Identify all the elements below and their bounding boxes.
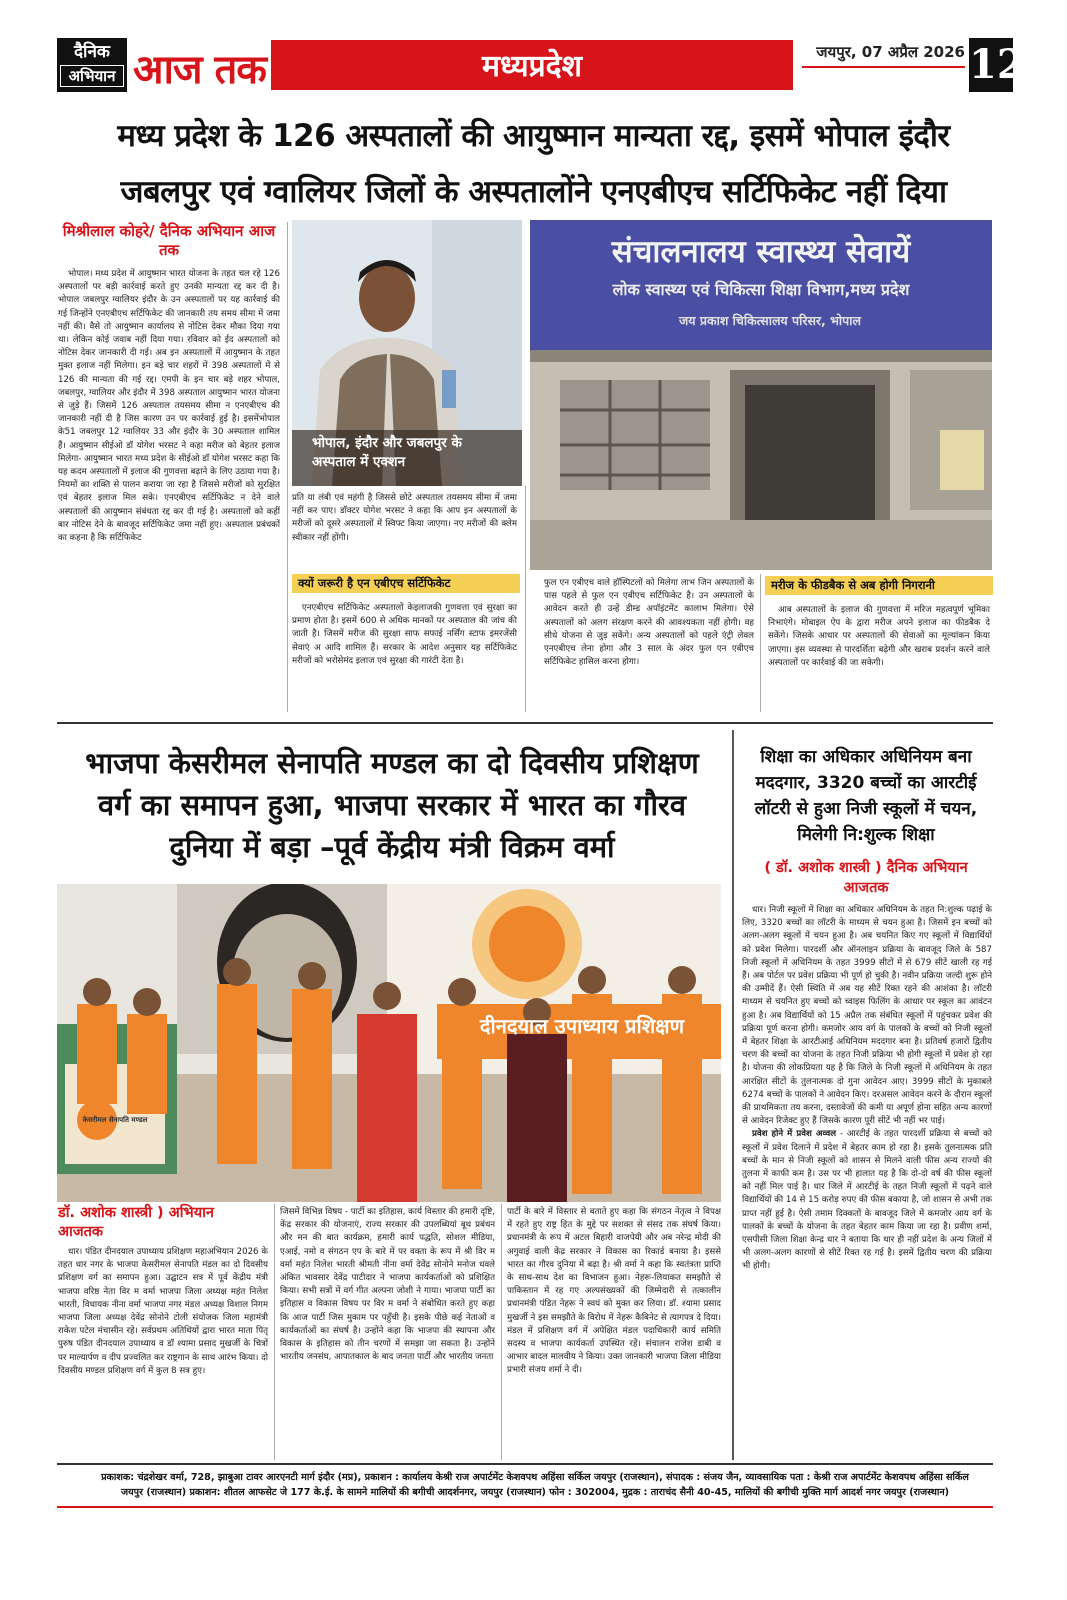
column-rule-main [732, 730, 734, 1460]
masthead-section-bar [271, 40, 793, 90]
footer-divider [57, 1463, 993, 1465]
story1-subhead-nabh: क्यों जरूरी है एन एबीएच सर्टिफिकेट [292, 574, 520, 593]
story1-byline: मिश्रीलाल कोहरे/ दैनिक अभियान आज तक [62, 222, 276, 259]
story3-byline: ( डॉ. अशोक शास्त्री ) दैनिक अभियान आजतक [764, 860, 968, 896]
imprint-footer [57, 1470, 1013, 1500]
masthead-box-line2: अभियान [60, 65, 124, 87]
story3-subhead: प्रवेश होने में प्रवेश अव्वल [752, 1129, 837, 1140]
story2-column-1-text: धार। पंडित दीनदयाल उपाध्याय प्रशिक्षण महाअभियान 2026 के तहत धार नगर के भाजपा केसरीमल सेनापति मंडल का दो दिवसीय प्रशिक्षण वर्ग का समापन हुआ। उद्घाटन सत्र में पूर्व केंद्रीय मंत्री भाजपा वरिष्ठ नेता विर म वर्मा भाजपा जिला अध्यक्ष महंत निलेश भारती, विधायक नीना वर्मा भाजपा नगर मंडल अध्यक्ष विशाल निगम भाजपा जिला अध्यक्ष देवेंद्र सोनोने टोली संयोजक जिला महामंत्री राकेश पटेल मंचासीन रहे। सर्वप्रथम अतिथियों द्वारा भारत माता पितृ पुरुष पंडित दीनदयाल उपाध्याय व डॉ श्यामा प्रसाद मुखर्जी के चित्रों पर माल्यार्पण व दीप प्रज्वलित कर राष्ट्रगान के साथ आरंभ किया। दो दिवसीय मण्डल प्रशिक्षण वर्ग में कुल 8 सत्र हुए। [58, 1247, 268, 1376]
story1-column-4-text: आब अस्पतालों के इलाज की गुणवत्ता में मरिज महत्वपूर्ण भूमिका निभाएंगे। मोबाइल ऐप के द्वारा मरीज अपने इलाज का फीडबैक दे सकेंगे। जिसके आधार पर अस्पतालों की सेवाओं का मूल्यांकन किया जाएगा। इस व्यवस्था से पारदर्शिता बढ़ेगी और खराब प्रदर्शन करने वाले अस्पतालों पर कार्रवाई की जा सकेगी। [768, 605, 990, 668]
story2-headline: भाजपा केसरीमल सेनापति मण्डल का दो दिवसीय प्रशिक्षण वर्ग का समापन हुआ, भाजपा सरकार में भारत का गौरव दुनिया में बड़ा –पूर्व केंद्रीय मंत्री विक्रम वर्मा [85, 746, 699, 864]
masthead [57, 38, 1025, 93]
column-rule [274, 1204, 275, 1460]
column-rule [287, 222, 288, 712]
story3-body-text-1: धार। निजी स्कूलों में शिक्षा का अधिकार अधिनियम के तहत नि:शुल्क पढ़ाई के लिए, 3320 बच्चों का लॉटरी के माध्यम से चयन हुआ है। जिसमें इन बच्चों को अलग-अलग स्कूलों में चयन हुआ है। अब चयनित किए गए स्कूलों में विद्यार्थियों को प्रवेश मिलेगा। पारदर्शी और ऑनलाइन प्रक्रिया के बावजूद जिले के 587 निजी स्कूलों में अधिनियम के तहत 3999 सीटों में से 679 सीटें खाली रह गई हैं। अब पोर्टल पर प्रवेश प्रक्रिया भी पूर्ण हो चुकी है। नवीन प्रक्रिया जल्दी शुरू होने की उम्मीदें हैं। ऐसी स्थिति में अब यह सीटें रिक्त रहने की आशंका है। लॉटरी माध्यम से चयनित हुए बच्चों को च्वाइस फिलिंग के आधार पर स्कूल का आवंटन हुआ है। अब विद्यार्थियों को 15 अप्रैल तक संबंधित स्कूलों में पहुंचकर प्रवेश की प्रक्रिया पूर्ण करना होगी। कमजोर आय वर्ग के पालकों के बच्चों को निजी स्कूलों में बेहतर शिक्षा के आरटीआई अधिनियम मददगार बना है। प्रतिवर्ष हजारों द्वितीय चरण की बच्चों का योजना के तहत निजी प्रक्रिया भी होगी स्कूलों में प्रवेश हो रहा है। योजना की लोकप्रियता यह है कि जिले के निजी स्कूलों में अधिनियम के तहत आरक्षित सीटों के तुलनात्मक दो गुना आवेदन आए। 3999 सीटों के मुकाबले 6274 बच्चों के पालकों ने आवेदन किए। दरअसल आवेदन करने के दौरान स्कूलों की प्राथमिकता तय करना, दस्तावेजों की कमी या अपूर्ण होना सहित अन्य कारणों से आवेदन रिजेक्ट हुए हैं जिसके कारण पूरी सीटें भी नहीं भर पाई। [742, 905, 992, 1127]
story2-column-2-text: जिसमें विभिन्न विषय - पार्टी का इतिहास, कार्य विस्तार की हमारी दृष्टि, केंद्र सरकार की योजनाएं, राज्य सरकार की उपलब्धियां बूथ प्रबंधन और मन की बात कार्यक्रम, हमारी कार्य पद्धति, सोशल मीडिया, एआई, नमो व संगठन एप के बारे में पर वक्ता के रूप में श्री विर म वर्मा महंत निलेश भारती श्रीमती नीना वर्मा देवेंद्र सोनोने मनोज धवले अंकित भावसार देवेंद्र पाटीदार ने भाजपा कार्यकर्ताओं को प्रशिक्षित किया। सभी सत्रों में वर्ग गीत अल्पना जोशी ने गाया। भाजपा पार्टी का इतिहास व विकास विषय पर विर म वर्मा ने संबोधित करते हुए कहा कि आज पार्टी जिस मुकाम पर पहुँची है। इसके पीछे कई नेताओं व कार्यकर्ताओं का संघर्ष है। उन्होंने कहा कि भाजपा की स्थापना और विकास के इतिहास को तीन चरणों में समझा जा सकता है। उन्होंने भारतीय जनसंघ, आपातकाल के बाद जनता पार्टी और भारतीय जनता [280, 1207, 495, 1363]
column-rule [760, 574, 761, 712]
backdrop-banner-text: दीनदयाल उपाध्याय प्रशिक्षण [479, 1014, 685, 1038]
story3-body-text-2: - आरटीई के तहत पारदर्शी प्रक्रिया से बच्चों को स्कूलों में प्रवेश दिलाने में प्रदेश में बेहतर काम हो रहा है। इसके तुलनात्मक प्रति बच्चों के मान से निजी स्कूलों को शासन से मिलने वाली फीस अन्य राज्यों की तुलना में काफी कम है। उस पर भी हालात यह है कि दो-दो वर्ष की फीस स्कूलों को नहीं मिल पाई है। धार जिले में आरटीई के तहत निजी स्कूलों में पढ़ने वाले विद्यार्थियों की 14 से 15 करोड़ रुपए की फीस बकाया है, जो शासन से अभी तक प्राप्त नहीं हुई है। ऐसी तमाम दिक्कतों के बावजूद जिले में कमजोर आय वर्ग के पालकों के बच्चों के योजना के तहत बेहतर काम किया जा रहा है। प्रवीण शर्मा, एसपीसी जिला शिक्षा केन्द्र धार ने बताया कि धार ही नहीं प्रदेश के अन्य जिलों में भी अलग-अलग कारणों से सीटें रिक्त रह गई है। इसमें द्वितीय चरण की प्रक्रिया भी होगी। [742, 1129, 992, 1272]
imprint-line2: जयपुर (राजस्थान) प्रकाशन: शीतल आफसेट जे 177 के.ई. के सामने मालियों की बगीची आदर्शनगर, जयपुर (राजस्थान) फोन : 302004, मुद्रक : ताराचंद सैनी 40-45, मालियों की बगीची मुक्ति मार्ग आदर्श नगर जयपुर (राजस्थान) [120, 1487, 950, 1498]
story1-photo-minister [292, 220, 522, 486]
masthead-brand: आज तक [133, 46, 267, 93]
story1-column-1 [58, 268, 280, 712]
story1-column-1-text: भोपाल। मध्य प्रदेश में आयुष्मान भारत योजना के तहत चल रहे 126 अस्पतालों पर बड़ी कार्रवाई करते हुए उनकी मान्यता रद्द कर दी है। भोपाल जबलपुर ग्वालियर इंदौर के उन अस्पतालों पर यह कार्रवाई की गई जिन्होंने एनएबीएच सर्टिफिकेट की जानकारी तय समय सीमा में जमा नहीं की। वैसे तो आयुष्मान कार्यालय से नोटिस देकर मौका दिया गया था। लेकिन कोई जवाब नहीं दिया गया। रविवार को ईद अस्पतालों को नोटिस देकर जानकारी दी गई। अब इन अस्पतालों में आयुष्मान के तहत मुक्त इलाज नहीं मिलेगा। इन बड़े चार शहरों में 398 अस्पतालों में से 126 की मान्यता की गई रद्द। एमपी के इन चार बड़े शहर भोपाल, जबलपुर, ग्वालियर और इंदौर में 398 अस्पताल आयुष्मान भारत योजना से जुड़े हैं। जिसमें 126 अस्पताल तयसमय सीमा न एनएबीएच की जानकारी नहीं दी है जिस कारण उन पर कार्रवाई हुई है। इसमेंभोपाल के51 जबलपुर 12 ग्वालियर 33 और इंदौर के 30 अस्पताल शामिल हैं। आयुष्मान सीईओ डॉ योगेश भरसट ने कहा मरीज को बेहतर इलाज मिलेगा- आयुष्मान भारत मध्य प्रदेश के सीईओ डॉ योगेश भरसट कहा कि यह कदम अस्पतालों में इलाज की गुणवत्ता बढ़ाने के लिए उठाया गया है। नियमों का शक्ति से पालन कराया जा रहा है जिससे मरीजों को सुरक्षित एवं बेहतर इलाज मिल सके। एनएबीएच सर्टिफिकेट न देने वाले अस्पतालों की आयुष्मान संबंधता रद्द कर दी गई है। अस्पतालों को कहीं बार नोटिस देने के बावजूद सर्टिफिकेट जमा नहीं हुए। अस्पताल प्रबंधकों का कहना है कि सर्टिफिकेट [58, 269, 280, 544]
event-illustration [57, 884, 721, 1202]
masthead-divider [802, 66, 965, 68]
sign-address: जय प्रकाश चिकित्सालय परिसर, भोपाल [679, 313, 861, 328]
story2-column-3 [507, 1206, 721, 1460]
story1-column-3-text: फुल एन एबीएच वाले हॉस्पिटलों को मिलेगा लाभ जिन अस्पतालों के पास पहले से फुल एन एबीएच सर्टिफिकेट है। उन अस्पतालों के आवेदन करते ही उन्हें डीम्ड अपॉइंटमेंट कालाभ मिलेगा। ऐसे अस्पतालों को अलग संरक्षण करने की आवश्यकता नहीं होगी। वह सीधे योजना से जुड़ सकेंगे। अन्य अस्पतालों को पहले एंट्री लेवल एनएबीएच लेना होगा और 3 साल के अंदर फुल एन एबीएच सर्टिफिकेट हासिल करना होगा। [544, 578, 754, 668]
footer-rule [57, 1506, 993, 1508]
story1-column-2-bottom [292, 602, 517, 712]
masthead-state: मध्यप्रदेश [481, 49, 583, 84]
story2-column-2 [280, 1206, 495, 1460]
column-rule [501, 1204, 502, 1460]
masthead-logo-box [57, 38, 127, 92]
story3-headline: शिक्षा का अधिकार अधिनियम बना मददगार, 3320 बच्चों का आरटीई लॉटरी से हुआ निजी स्कूलों में चयन, मिलेगी नि:शुल्क शिक्षा [754, 747, 978, 845]
story1-column-2-top-text: प्रति या लंबी एवं महंगी है जिससे छोटे अस्पताल तयसमय सीमा में जमा नहीं कर पाए। डॉक्टर योगेश भरसट ने कहा कि आप इन अस्पतालों के मरीजों को दूसरे अस्पतालों में स्विफ्ट किया जाएगा। नए मरीजों की क्लेम स्वीकार नहीं होंगी। [292, 493, 517, 543]
column-rule [525, 486, 526, 712]
sign-title: संचालनालय स्वास्थ्य सेवायें [611, 234, 911, 270]
section-divider [57, 722, 993, 724]
imprint-line1: प्रकाशक: चंद्रशेखर वर्मा, 728, झाबुआ टावर आरएनटी मार्ग इंदौर (मप्र), प्रकाशन : कार्यालय केश्री राज अपार्टमेंट केशवपथ अहिंसा सर्किल जयपुर (राजस्थान), संपादक : संजय जैन, व्यावसायिक पता : केश्री राज अपार्टमेंट केशवपथ अहिंसा सर्किल [101, 1472, 969, 1483]
story2-photo-event [57, 884, 721, 1202]
story2-byline: डॉ. अशोक शास्त्री ) अभियान आजतक [58, 1205, 214, 1240]
story1-column-3 [544, 577, 754, 712]
story1-photo-caption: भोपाल, इंदौर और जबलपुर के अस्पताल में एक्शन [312, 435, 462, 470]
sign-dept: लोक स्वास्थ्य एवं चिकित्सा शिक्षा विभाग,मध्य प्रदेश [612, 280, 910, 299]
story1-column-4 [768, 604, 990, 712]
story1-subhead-feedback: मरीज के फीडबैक से अब होगी निगरानी [765, 576, 993, 595]
masthead-date: जयपुर, 07 अप्रैल 2026 [816, 43, 965, 61]
story2-column-1 [58, 1246, 268, 1460]
story1-headline-line1: मध्य प्रदेश के 126 अस्पतालों की आयुष्मान मान्यता रद्द, इसमें भोपाल इंदौर [117, 118, 950, 154]
story3-body [742, 904, 992, 1460]
story1-headline [50, 108, 1017, 220]
story1-column-2-top [292, 492, 517, 570]
story2-column-3-text: पार्टी के बारे में विस्तार से बताते हुए कहा कि संगठन नेतृत्व ने विपक्ष में रहते हुए राष्ट्र हित के मुद्दे पर सशक्त से संसद तक संघर्ष किया। प्रधानमंत्री के रूप में अटल बिहारी वाजपेयी और अब नरेन्द्र मोदी की अगुवाई वाली केंद्र सरकार ने विकास का रिकार्ड बनाया है। इससे भारत का गौरव दुनिया में बढ़ा है। श्री वर्मा ने कहा कि स्वतंत्रता प्राप्ति के साथ-साथ देश का विभाजन हुआ। नेहरू-लियाकत समझौते से पाकिस्तान में रह गए अल्पसंख्यकों की जिम्मेदारी से तत्कालीन प्रधानमंत्री पंडित नेहरू ने स्वयं को मुक्त कर लिया। डॉ. श्यामा प्रसाद मुखर्जी ने इस समझौते के विरोध में नेहरू कैबिनेट से त्यागपत्र दे दिया। मंडल में प्रशिक्षण वर्ग में अपेक्षित मंडल पदाधिकारी कार्य समिति सदस्य व भाजपा कार्यकर्ता उपस्थित रहें। संचालन राजेश डाबी व आभार बादल मालवीय ने किया। उक्त जानकारी भाजपा जिला मीडिया प्रभारी संजय शर्मा ने दी। [507, 1207, 721, 1376]
story1-photo-directorate [530, 220, 992, 570]
podium-banner-text: केसरीमल सेनापति मण्डल [82, 1116, 148, 1124]
story1-column-2-bottom-text: एनएबीएच सर्टिफिकेट अस्पतालों केइलाजकी गुणवत्ता एवं सुरक्षा का प्रमाण होता है। इसमें 600 से अधिक मानकों पर अस्पताल की जांच की जाती है। जिसमें मरीज की सुरक्षा साफ सफाई नर्सिंग स्टाफ इमरजेंसी सेवाएं अ आदि शामिल हैं। सरकार के आदेश अनुसार यह सर्टिफिकेट मरीजों को भरोसेमंद इलाज एवं सुरक्षा की गारंटी देता है। [292, 603, 517, 666]
building-illustration [530, 220, 992, 570]
page-number: 12 [969, 38, 1013, 92]
masthead-box-line1: दैनिक [74, 42, 110, 62]
story1-headline-line2: जबलपुर एवं ग्वालियर जिलों के अस्पतालोंने एनएबीएच सर्टिफिकेट नहीं दिया [120, 174, 947, 210]
